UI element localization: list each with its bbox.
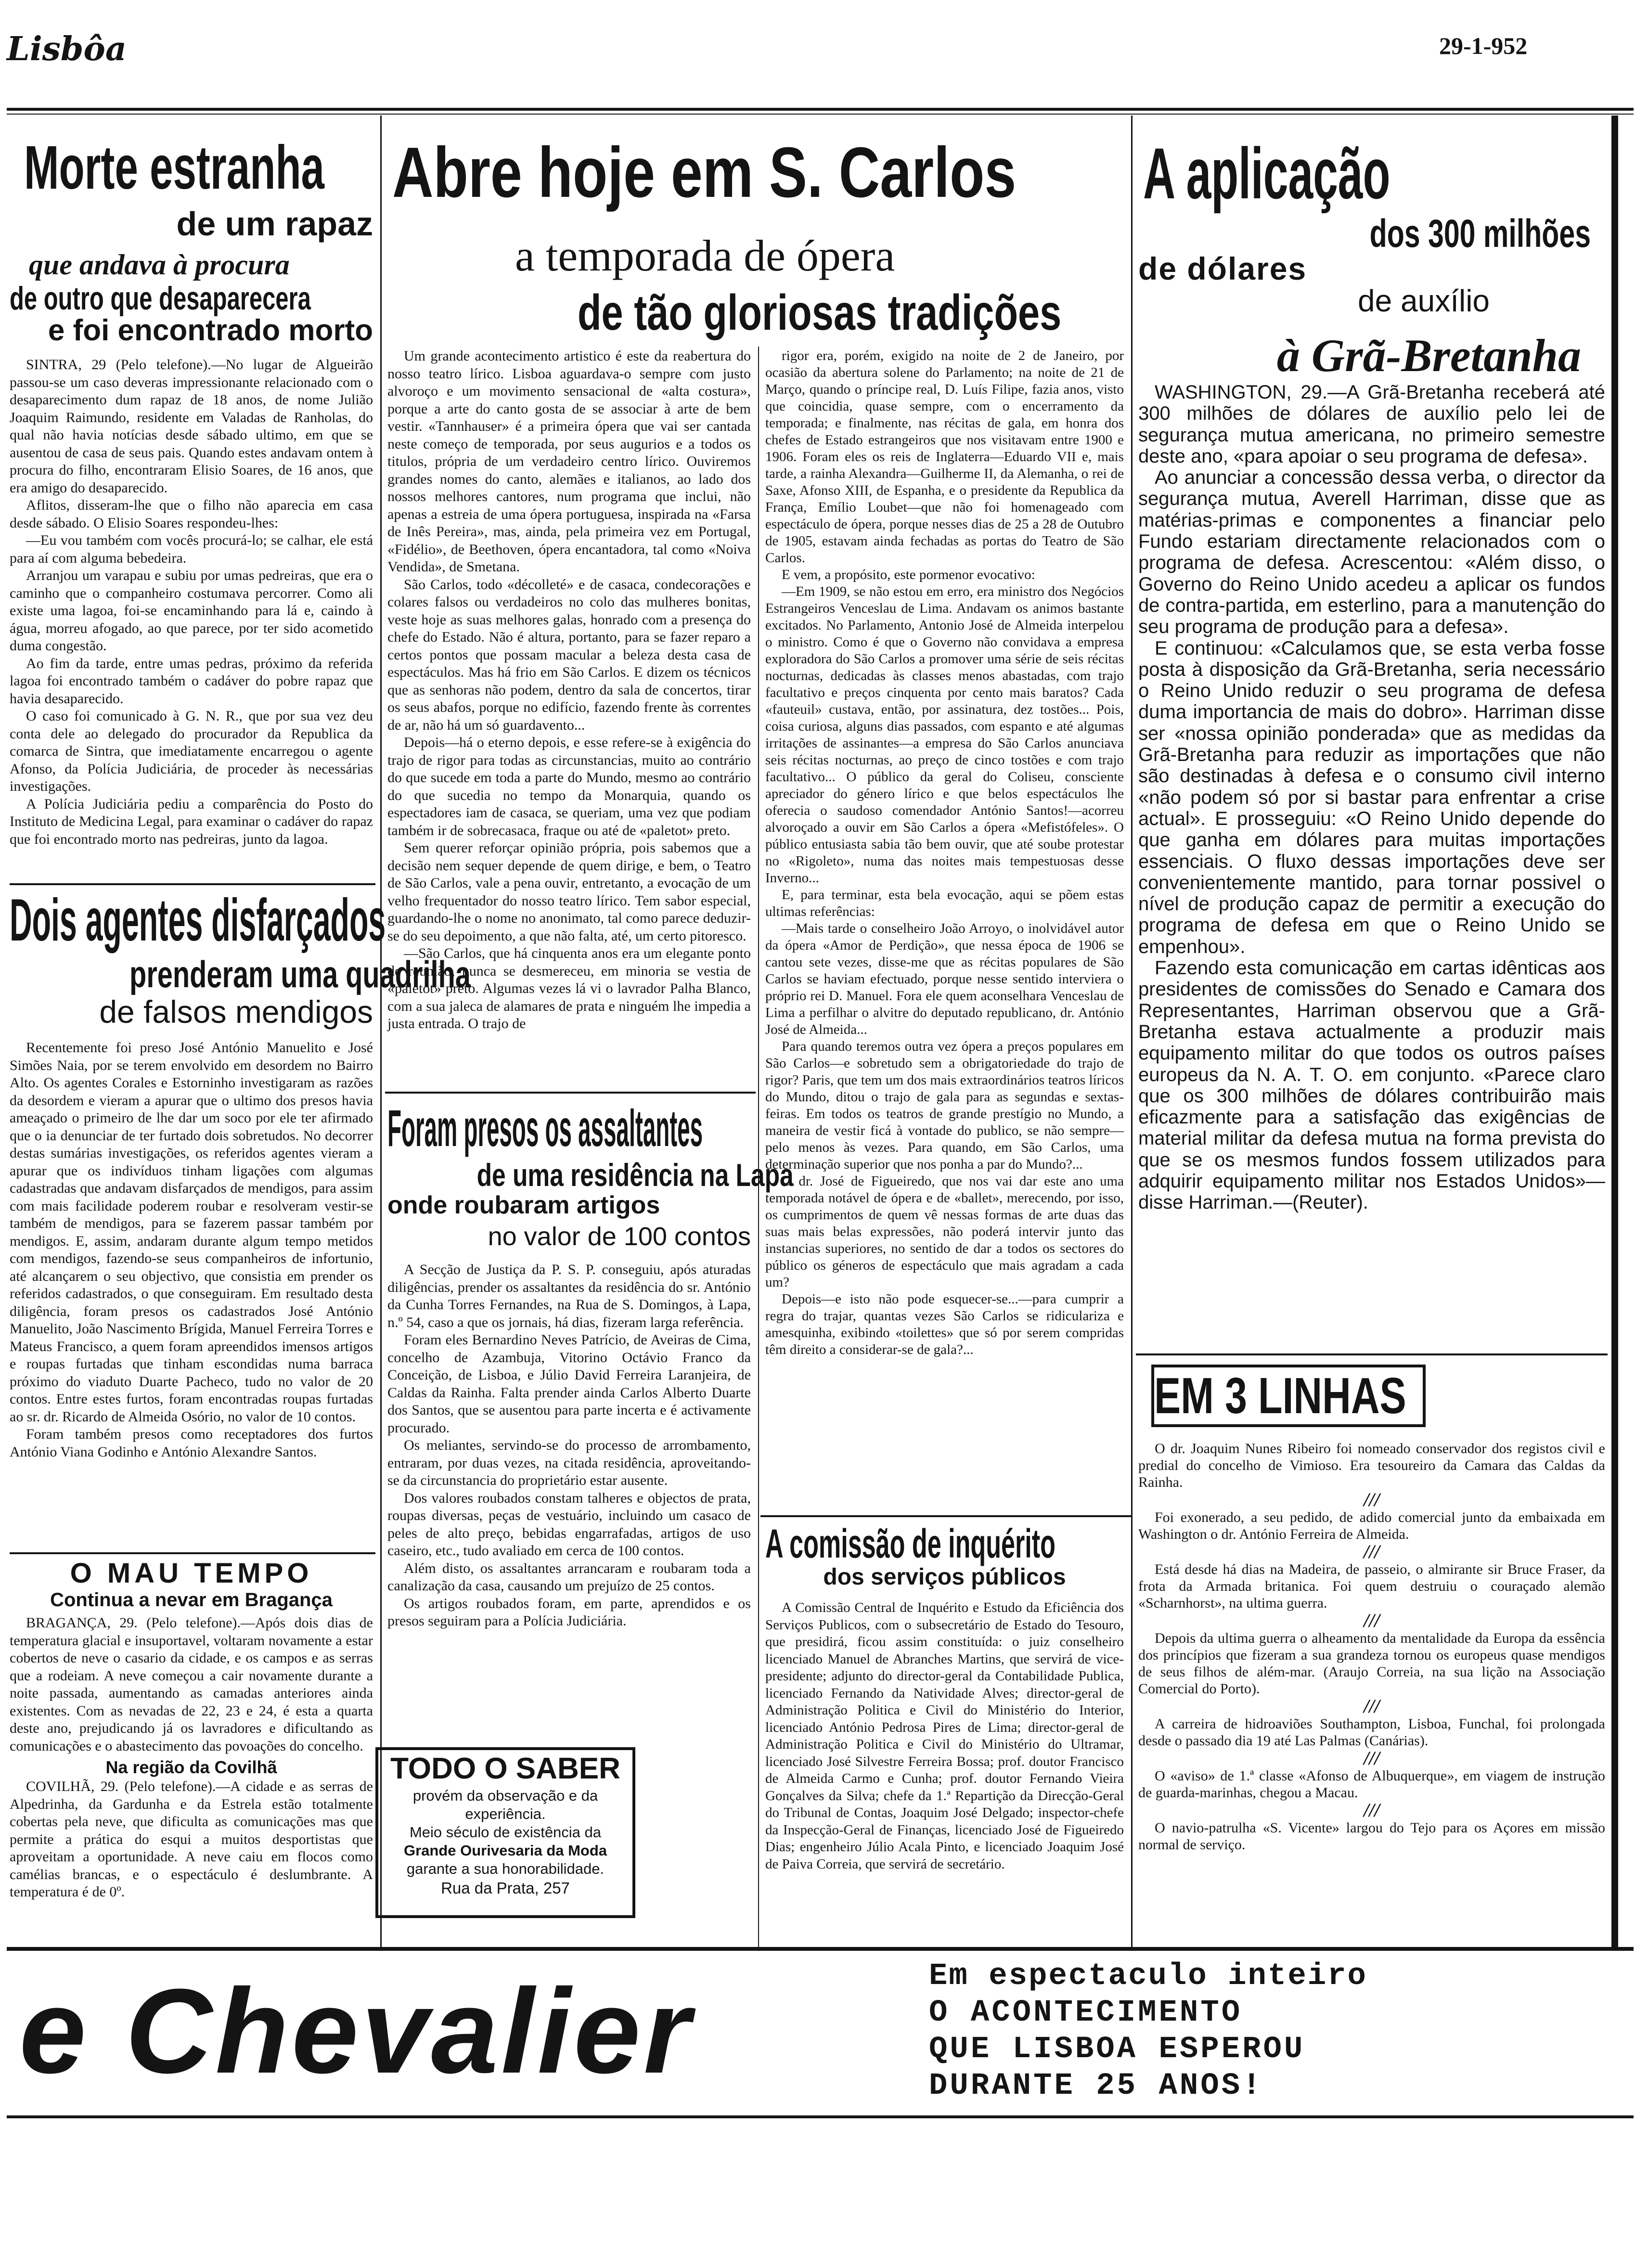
paragraph: Ao anunciar a concessão dessa verba, o director da segurança mutua, Averell Harriman, disse que as matérias-primas e componentes a financiar pelo Fundo estariam directamente relacionados com o programa de defesa. Acrescentou: «Além disso, o Governo do Reino Unido acedeu a aplicar os fundos de contra-partida, em esterlino, para a manutenção do seu programa de produção para a defesa». (1138, 467, 1605, 638)
article-presos (387, 1099, 794, 1630)
divider-rule (1136, 1353, 1608, 1355)
headline-aplicacao: A aplicação (1143, 133, 1390, 214)
headline-tempo-2: Continua a nevar em Bragança (50, 1589, 333, 1611)
top-rule (7, 108, 1634, 111)
headline-carlos-3: de tão gloriosas tradições (578, 285, 1062, 341)
paragraph: O caso foi comunicado à G. N. R., que por sua vez deu conta dele ao delegado do procurador da Republica da comarca de Sintra, que imediatamente encarregou o agente Afonso, da Polícia Judiciária, de proceder às necessárias investigações. (10, 708, 373, 794)
paragraph: SINTRA, 29 (Pelo telefone).—No lugar de Algueirão passou-se um caso deveras impressionante relacionado com o desaparecimento dum rapaz de 18 anos, de nome Julião Joaquim Raimundo, residente em Valadas de Ranholas, do qual não havia notícias desde sábado ultimo, em que se ausentou de casa de seus pais. Quando estes andavam ontem à procura do filho, encontraram Elisio Soares, de 16 anos, que era amigo do desaparecido. (10, 357, 373, 496)
banner-rule-top (7, 1947, 1634, 1951)
article-comissao-body (765, 1599, 1124, 1873)
separator: /// (1364, 1799, 1380, 1821)
paragraph: E, para terminar, esta bela evocação, aqui se põem estas ultimas referências: (765, 887, 1124, 919)
col-divider-mid (758, 347, 759, 1949)
ad-line: Meio século de existência da (409, 1824, 602, 1841)
separator: /// (1364, 1695, 1380, 1717)
paragraph: São Carlos, todo «décolleté» e de casaca, condecorações e colares falsos ou verdadeiros no colo das mulheres bonitas, veste hoje as suas melhores galas, honrado com a presença do chefe do Estado. Não é altura, portanto, para se fazer reparo a certos pontos que possam macular a beleza desta casa de espectáculos. Mas há frio em São Carlos. E dizem os técnicos que as senhoras não podem, dentro da sala de concertos, tirar os seus abafos, porque no edifício, fazendo frente às correntes de ar, não há um só guardavento... (387, 576, 751, 733)
headline-dois-3: de falsos mendigos (99, 994, 373, 1030)
paragraph: Para quando teremos outra vez ópera a preços populares em São Carlos—e sobretudo sem a obrigatoriedade do trajo de rigor? Paris, que tem um dos mais extraordinários teatros líricos do Mundo, ditou o trajo de gala para as segundas e sextas-feiras. Em todos os teatros de grande prestígio no Mundo, a maneira de vestir ficá à vontade do publico, se não sempre—pelo menos às vezes. Para quando, em São Carlos, uma determinação superior que nos ponha a par do Mundo?... (765, 1039, 1124, 1172)
article-carlos-col2 (765, 348, 1124, 1358)
paragraph: Sem querer reforçar opinião própria, pois sabemos que a decisão nem sequer depende de quem dirige, e bem, o Teatro de São Carlos, vale a pena ouvir, entretanto, a evocação de um velho frequentador do nosso teatro lírico. Tem sabor especial, guardando-lhe o nome no anonimato, tal como parece deduzir-se do seu depoimento, a que não falta, até, um certo pitoresco. (387, 840, 751, 944)
headline-carlos: Abre hoje em S. Carlos (392, 133, 1017, 212)
headline-presos-3: onde roubaram artigos (387, 1191, 660, 1219)
divider-rule (10, 883, 375, 885)
paragraph: Além disto, os assaltantes arrancaram e roubaram toda a canalização da casa, causando um prejuízo de 25 contos. (387, 1560, 751, 1594)
paragraph: A Polícia Judiciária pediu a comparência do Posto do Instituto de Medicina Legal, para examinar o cadáver do rapaz que foi encontrado morto nas pedreiras, junto da lagoa. (10, 796, 373, 847)
banner-chevalier: e Chevalier (19, 1964, 694, 2098)
separator: /// (1364, 1610, 1380, 1631)
headline-morte-3: que andava à procura (29, 249, 290, 281)
paragraph: rigor era, porém, exigido na noite de 2 de Janeiro, por ocasião da abertura solene do Parlamento; na noite de 21 de Março, quando o príncipe real, D. Luís Filipe, fazia anos, visto que coincidia, quase sempre, com o encerramento da temporada; e finalmente, nas récitas de gala, em honra dos chefes de Estado estrangeiros que nos visitavam entre 1900 e 1906. Foram eles os reis de Inglaterra—Eduardo VII e, mais tarde, a rainha Alexandra—Guilherme II, da Alemanha, o rei de Saxe, Afonso XIII, de Espanha, e o presidente da Republica da França, Emílio Loubet—que não foi homenageado com espectáculo de ópera, porque nesses dias de 25 a 28 de Outubro de 1905, estavam ainda fechadas as portas do Teatro de São Carlos. (765, 348, 1124, 566)
paragraph: Foram eles Bernardino Neves Patrício, de Aveiras de Cima, concelho de Azambuja, Vitorino Octávio Franco da Conceição, de Lisboa, e Júlio David Ferreira Laranjeira, de Caldas da Rainha. Falta prender ainda Carlos Alberto Duarte dos Santos, que se ausentou para parte incerta e é activamente procurado. (387, 1332, 751, 1436)
paragraph: Os meliantes, servindo-se do processo de arrombamento, entraram, por duas vezes, na citada residência, aproveitando-se da circunstancia do proprietário estar ausente. (387, 1437, 751, 1488)
banner-line: Em espectaculo inteiro (929, 1959, 1367, 1994)
paragraph: Depois—e isto não pode esquecer-se...—para cumprir a regra do trajar, quantas vezes São Carlos se ridiculariza e amesquinha, exibindo «toilettes» que só por serem compridas têm direito a considerar-se de gala?... (765, 1291, 1124, 1357)
headline-presos: Foram presos os assaltantes (387, 1099, 703, 1157)
article-aplicacao-body (1138, 382, 1605, 1213)
headline-dois-2: prenderam uma quadrilha (129, 953, 471, 995)
article-tempo (10, 1559, 373, 1901)
headline-aplicacao-5: à Grã-Bretanha (1276, 330, 1581, 381)
banner-line: QUE LISBOA ESPEROU (929, 2032, 1305, 2067)
separator: /// (1364, 1747, 1380, 1769)
banner-line: O ACONTECIMENTO (929, 1996, 1243, 2030)
article-comissao (765, 1523, 1124, 1873)
em3-list (1138, 1440, 1605, 1853)
paragraph: COVILHÃ, 29. (Pelo telefone).—A cidade e as serras de Alpedrinha, da Gardunha e da Estrela estão totalmente cobertas pela neve, que dificulta as comunicações mas que permite a prática do esqui a muitos desportistas que aproveitam a oportunidade. A neve caiu em flocos como camélias brancas, e o espectáculo é deslumbrante. A temperatura é de 0º. (10, 1778, 373, 1900)
headline-morte: Morte estranha (24, 133, 324, 202)
article-dois-body (10, 1039, 373, 1461)
headline-presos-2: de uma residência na Lapa (476, 1157, 794, 1193)
col-divider-2 (1131, 116, 1133, 1949)
list-item: Foi exonerado, a seu pedido, de adido comercial junto da embaixada em Washington o dr. António Ferreira de Almeida. (1138, 1509, 1605, 1542)
paragraph: Arranjou um varapau e subiu por umas pedreiras, que era o caminho que o companheiro costumava percorrer. Como ali existe uma lagoa, foi-se encaminhando para lá e, caindo à água, morreu afogado, ao que parece, por ter sido acometido duma congestão. (10, 567, 373, 654)
ad-brand: Grande Ourivesaria da Moda (403, 1842, 607, 1859)
article-tempo-body (10, 1614, 373, 1755)
list-item: O dr. Joaquim Nunes Ribeiro foi nomeado conservador dos registos civil e predial do concelho de Vimioso. Era tesoureiro da Camara das Caldas da Rainha. (1138, 1441, 1605, 1490)
paragraph: E continuou: «Calculamos que, se esta verba fosse posta à disposição da Grã-Bretanha, seria necessário o Reino Unido reduzir o seu programa de defesa duma importancia de mais do dobro». Harriman disse ser «nossa opinião ponderada» que as medidas da Grã-Bretanha para reduzir as importações que não são destinadas à defesa e o consumo civil interno «não podem só por si bastar para enfrentar a crise actual». E prosseguiu: «O Reino Unido depende do que ganha em dólares para muitas importações essenciais. O fluxo dessas importações deve ser convenientemente mantido, para tornar possivel o nível de produção capaz de permitir a execução do programa de defesa em que o Reino Unido se empenhou». (1138, 637, 1605, 957)
article-aplicacao (1138, 133, 1605, 1213)
paragraph: Ao fim da tarde, entre umas pedras, próximo da referida lagoa foi encontrado também o cadáver do pobre rapaz que havia desaparecido. (10, 655, 373, 707)
divider-rule (10, 1552, 375, 1554)
headline-carlos-2: a temporada de ópera (515, 231, 895, 280)
em3-box (1151, 1365, 1426, 1427)
banner-right (929, 1958, 1622, 2104)
paragraph: —Mais tarde o conselheiro João Arroyo, o inolvidável autor da ópera «Amor de Perdição», que nessa época de 1906 se cantou sete vezes, disse-me que as récitas populares de São Carlos se haviam efectuado, porque nesse sentido interviera o próprio rei D. Manuel. Fora ele quem aconselhara Venceslau de Lima a perfilhar o alvitre do deputado republicano, dr. António José de Almeida... (765, 921, 1124, 1037)
paragraph: A Comissão Central de Inquérito e Estudo da Eficiência dos Serviços Publicos, com o subsecretário de Estado do Tesouro, que presidirá, ficou assim constituída: o juiz conselheiro licenciado Manuel de Abranches Martins, que servirá de vice-presidente; adjunto do director-geral da Contabilidade Publica, licenciado Fernando da Natividade Alves; director-geral de Administração Politica e Civil do Ministério do Interior, licenciado António Pedrosa Pires de Lima; director-geral de Administração Politica e Civil do Ministério do Ultramar, licenciado José Silvestre Ferreira Bossa; prof. doutor Francisco de Almeida Carmo e Cunha; prof. doutor Fernando Vieira Gonçalves da Silva; chefe da 1.ª Repartição da Direcção-Geral do Tribunal de Contas, Joaquim José Delgado; inspector-chefe da Inspecção-Geral de Finanças, licenciado José de Figueiredo Dias; engenheiro Júlio Acala Pinto, e licenciado Joaquim José de Paiva Correia, que servirá de secretário. (765, 1600, 1124, 1872)
ad-line: garante a sua honorabilidade. (406, 1860, 605, 1877)
separator: /// (1364, 1489, 1380, 1510)
top-rule-thin (7, 114, 1634, 115)
divider-rule (760, 1515, 1131, 1517)
headline-morte-2: de um rapaz (176, 205, 373, 243)
paragraph: O dr. José de Figueiredo, que nos vai dar este ano uma temporada notável de ópera e de «ballet», merecendo, por isso, os cumprimentos de quem vê nessas formas de arte duas das suas mais belas expressões, não poderá intervir junto das instancias superiores, no sentido de dar a todos os sectores do público os géneros de espectáculo que mais agradam a cada um? (765, 1173, 1124, 1290)
em3-title: EM 3 LINHAS (1154, 1367, 1406, 1424)
paragraph: Aflitos, disseram-lhe que o filho não aparecia em casa desde sábado. O Elisio Soares respondeu-lhes: (10, 497, 373, 531)
article-dois (10, 887, 471, 1461)
paragraph: Recentemente foi preso José António Manuelito e José Simões Naia, por se terem envolvido em desordem no Bairro Alto. Os agentes Corales e Estorninho investigaram as razões da desordem e vieram a apurar que o ultimo dos presos havia ameaçado o primeiro de lhe dar um soco por ele ter afirmado que o ia denunciar de ter furtado dois sobretudos. No decorrer destas sumárias investigações, os referidos agentes vieram a apurar que os indivíduos tinham ligações com algumas cadastradas que andavam disfarçados de mendigos, para assim com mais facilidade poderem roubar e resolveram vestir-se também de mendigos, para se fazerem passar também por mendigos. E, assim, andaram durante algum tempo metidos com mendigos, fazendo-se seus companheiros de infortunio, até alcançarem o seu objectivo, que consistia em prender os referidos cadastrados, o que conseguiram. Em resultado desta diligência, foram presos os cadastrados José António Manuelito, João Nascimento Brígida, Manuel Ferreira Torres e Mateus Francisco, a quem foram apreendidos imensos artigos e roupas furtadas que tinham escondidas numa barraca próximo do viaduto Duarte Pacheco, tudo no valor de 20 contos. Entre estes furtos, foram encontradas roupas furtadas ao sr. dr. Ricardo de Almeida Osório, no valor de 10 contos. (10, 1040, 373, 1425)
headline-tempo: O MAU TEMPO (70, 1558, 313, 1589)
ad-title: TODO O SABER (390, 1752, 620, 1785)
paragraph: Fazendo esta comunicação em cartas idênticas aos presidentes de comissões do Senado e Camara dos Representantes, Harriman observou que a Grã-Bretanha estava actualmente a produzir mais equipamento militar do que todos os outros países europeus da N. A. T. O. em conjunto. «Parece claro que os 300 milhões de dólares contribuirão mais eficazmente para a satisfação das exigências de material militar da defesa mutua na forma prevista do que se os mesmos fundos fossem utilizados para adquirir equipamento militar nos Estados Unidos»—disse Harriman.—(Reuter). (1138, 957, 1605, 1213)
article-presos-body (387, 1261, 751, 1630)
headline-presos-4: no valor de 100 contos (488, 1222, 751, 1251)
masthead-date: 29-1-952 (1439, 32, 1528, 59)
col-divider-1 (380, 116, 382, 1949)
paragraph: A Secção de Justiça da P. S. P. conseguiu, após aturadas diligências, prender os assaltantes da residência do sr. António da Cunha Torres Fernandes, na Rua de S. Domingos, à Lapa, n.º 54, caso a que os jornais, há dias, fizeram larga referência. (387, 1262, 751, 1330)
paragraph: E vem, a propósito, este pormenor evocativo: (782, 567, 1035, 582)
ad-line: provém da observação e da experiência. (412, 1787, 598, 1822)
ad-todo-saber (375, 1747, 635, 1918)
right-border (1611, 116, 1618, 1949)
subheadline-covilha: Na região da Covilhã (105, 1757, 277, 1777)
banner-rule-bottom (7, 2115, 1634, 2118)
paragraph: —Em 1909, se não estou em erro, era ministro dos Negócios Estrangeiros Venceslau de Lima. Andavam os animos bastante excitados. No Parlamento, Antonio José de Almeida interpelou o ministro. Como é que o Governo não convidava a empresa exploradora do São Carlos a promover uma série de seis récitas nocturnas, dedicadas às classes menos abastadas, com trajo facultativo e preços cinquenta por cento mais baratos? Cada «fauteuil» custava, então, por assinatura, dez tostões... Pois, coisa curiosa, alguns dias passados, com espanto e até algumas irritações de assinantes—a empresa do São Carlos anunciava seis récitas nocturnas, ao preço de cinco tostões e com trajo facultativo... O público da geral do Coliseu, consciente apreciador do género lírico e que belos espectáculos lhe oferecia o saudoso comendador António Santos!—acorreu alvoroçado a ouvir em São Carlos a ópera «Mefistófeles». O público entusiasta sabia tão bem ouvir, que até soube protestar no «Rigoleto», numa das noites mais tempestuosas desse Inverno... (765, 584, 1124, 886)
headline-morte-4: de outro que desaparecera (10, 280, 311, 317)
divider-rule (385, 1092, 756, 1094)
headline-comissao-2: dos serviços públicos (823, 1564, 1066, 1590)
article-morte (10, 133, 373, 848)
paragraph: Foram também presos como receptadores dos furtos António Viana Godinho e António Alexandre Santos. (10, 1426, 373, 1460)
article-carlos-col1 (387, 348, 751, 1033)
headline-aplicacao-3: de dólares (1138, 251, 1307, 286)
headline-morte-5: e foi encontrado morto (48, 314, 373, 347)
paragraph: Os artigos roubados foram, em parte, aprendidos e os presos seguiram para a Polícia Judiciária. (387, 1595, 751, 1629)
paragraph: Depois—há o eterno depois, e esse refere-se à exigência do trajo de rigor para todas as circunstancias, muito ao contrário do que sucede em toda a parte do Mundo, mesmo ao contrário do que sucedia no tempo da Monarquia, quando os espectadores iam de casaca, se queriam, uma vez que podiam também ir de sobrecasaca, fraque ou até de «paletot» preto. (387, 735, 751, 838)
list-item: O «aviso» de 1.ª classe «Afonso de Albuquerque», em viagem de instrução de guarda-marinhas, chegou a Macau. (1138, 1768, 1605, 1801)
paragraph: Dos valores roubados constam talheres e objectos de prata, roupas diversas, peças de vestuário, incluindo um casaco de peles de alto preço, bebidas engarrafadas, artigos de uso caseiro, etc., tudo avaliado em cerca de 100 contos. (387, 1490, 751, 1559)
list-item: A carreira de hidroaviões Southampton, Lisboa, Funchal, foi prolongada desde o passado dia 19 até Las Palmas (Canárias). (1138, 1716, 1605, 1749)
paragraph: BRAGANÇA, 29. (Pelo telefone).—Após dois dias de temperatura glacial e insuportavel, voltaram novamente a estar cobertos de neve o casario da cidade, e os campos e as serras que a rodeiam. A neve começou a cair novamente durante a noite passada, aumentando as camadas anteriores ainda existentes. Com as nevadas de 22, 23 e 24, é esta a quarta deste ano, prejudicando já os lavradores e dificultando as comunicações e o abastecimento das povoações do concelho. (10, 1615, 373, 1754)
paragraph: —São Carlos, que há cinquenta anos era um elegante ponto de reunião, nunca se desmereceu, em minoria se vestia de «paletot» preto. Algumas vezes lá vi o lavrador Palha Blanco, com a sua jaleca de alamares de prata e ninguém lhe impedia a justa entrada. O trajo de (387, 945, 751, 1031)
paragraph: —Eu vou também com vocês procurá-lo; se calhar, ele está para aí com alguma bebedeira. (10, 532, 373, 566)
headline-aplicacao-4: de auxílio (1358, 284, 1490, 318)
list-item: Está desde há dias na Madeira, de passeio, o almirante sir Bruce Fraser, da frota da Armada britanica. Foi quem destruiu o couraçado alemão «Scharnhorst», na ultima guerra. (1138, 1561, 1605, 1611)
headline-aplicacao-2: dos 300 milhões (1369, 212, 1591, 256)
banner-line: DURANTE 25 ANOS! (929, 2069, 1263, 2103)
article-tempo-body-2 (10, 1778, 373, 1901)
masthead-title: Lisbôa (7, 30, 127, 68)
article-morte-body (10, 356, 373, 848)
headline-comissao: A comissão de inquérito (765, 1521, 1056, 1566)
paragraph: Um grande acontecimento artistico é este da reabertura do nosso teatro lírico. Lisboa aguardava-o sempre com justo alvoroço e um movimento sensacional de «alta costura», porque a arte do canto gosta de se associar à arte de bem vestir. «Tannhauser» é a primeira ópera que vai ser cantada neste começo de temporada, por seus augurios e a todos os titulos, própria de um verdadeiro centro lírico. Ouviremos grandes nomes do canto, alemães e italianos, ao lado dos nossos melhores cantores, num programa que inclui, não apenas a estreia de uma ópera portuguesa, inspirada na «Farsa de Inês Pereira», mas, ainda, pela primeira vez em Portugal, «Fidélio», de Beethoven, ópera encantadora, tal como «Noiva Vendida», de Smetana. (387, 348, 751, 575)
list-item: O navio-patrulha «S. Vicente» largou do Tejo para os Açores em missão normal de serviço. (1138, 1820, 1605, 1853)
headline-dois: Dois agentes disfarçados (10, 887, 386, 954)
paragraph: WASHINGTON, 29.—A Grã-Bretanha receberá até 300 milhões de dólares de auxílio pelo lei de segurança mutua americana, no primeiro semestre deste ano, «para apoiar o seu programa de defesa». (1138, 382, 1605, 467)
separator: /// (1364, 1541, 1380, 1562)
ad-address: Rua da Prata, 257 (441, 1879, 570, 1897)
list-item: Depois da ultima guerra o alheamento da mentalidade da Europa da essência dos princípios que fizeram a sua grandeza tornou os europeus quase mendigos de seus filhos de além-mar. (Araujo Correia, na sua lição na Associação Comercial do Porto). (1138, 1630, 1605, 1697)
